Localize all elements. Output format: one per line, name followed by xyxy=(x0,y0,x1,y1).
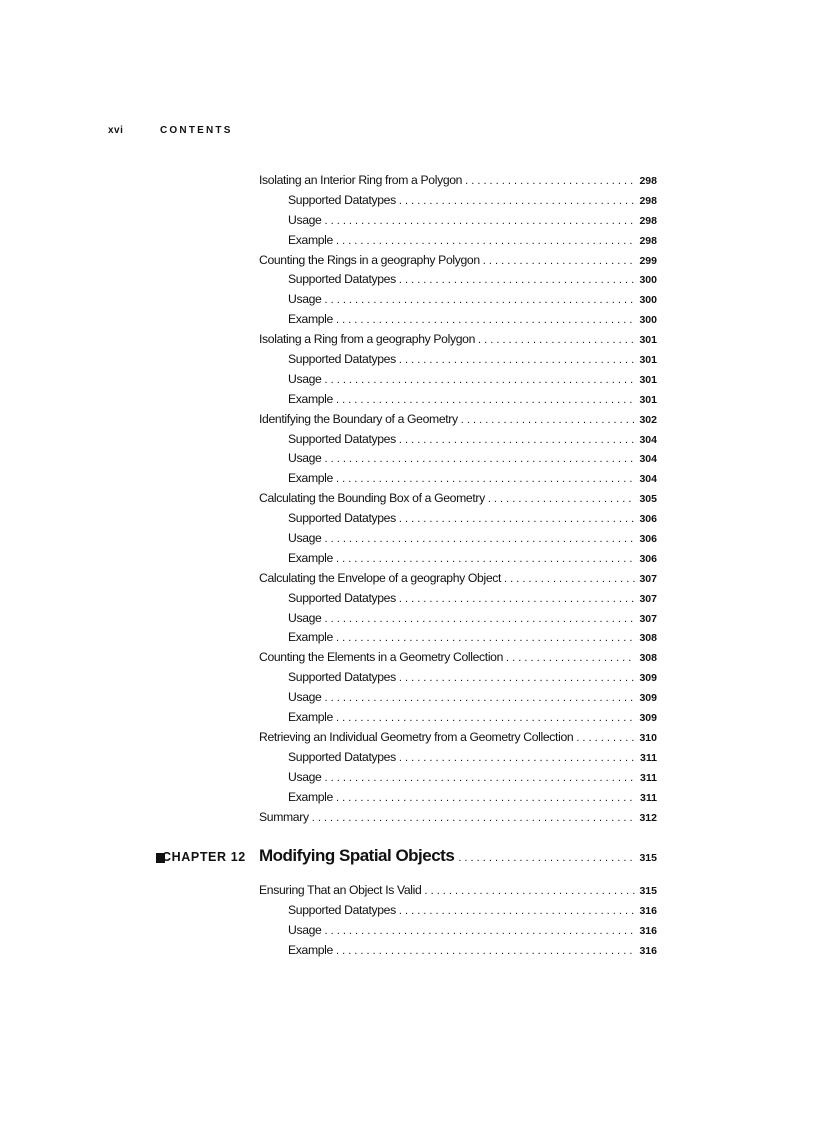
toc-entry-page: 299 xyxy=(639,254,657,267)
toc-entry-title: Isolating an Interior Ring from a Polygon xyxy=(259,173,463,187)
toc-entry-title: Isolating a Ring from a geography Polygon xyxy=(259,332,475,347)
toc-entry[interactable] xyxy=(259,589,657,609)
dot-leader xyxy=(399,590,635,610)
toc-entry-page: 300 xyxy=(639,294,657,307)
toc-entry-page: 304 xyxy=(639,473,657,486)
toc-entry-page: 316 xyxy=(639,924,657,937)
toc-entry-title: Counting the Elements in a Geometry Collection xyxy=(259,650,504,665)
dot-leader xyxy=(399,431,635,451)
toc-entry-page: 300 xyxy=(639,314,657,327)
toc-entry[interactable] xyxy=(259,748,657,768)
toc-entry[interactable] xyxy=(259,569,657,589)
dot-leader xyxy=(324,922,635,942)
toc-entry-page: 306 xyxy=(639,552,657,565)
toc-entry-title: Retrieving an Individual Geometry from a Geometry Collection xyxy=(259,729,574,744)
toc-entry-page: 298 xyxy=(639,175,657,187)
toc-entry[interactable] xyxy=(259,901,657,921)
toc-entry-title: Example xyxy=(288,942,333,957)
toc-entry[interactable] xyxy=(259,529,657,549)
dot-leader xyxy=(336,789,635,809)
toc-entry-title: Supported Datatypes xyxy=(288,670,396,685)
dot-leader xyxy=(506,649,635,669)
toc-entry[interactable] xyxy=(259,330,657,350)
toc-entry-page: 308 xyxy=(639,652,657,665)
toc-entry-title: Supported Datatypes xyxy=(288,431,396,446)
toc-entry-title: Usage xyxy=(288,769,322,784)
toc-entry[interactable] xyxy=(259,469,657,489)
dot-leader xyxy=(324,450,635,470)
toc-entry-page: 309 xyxy=(639,672,657,685)
dot-leader xyxy=(478,331,635,351)
toc-entry-title: Usage xyxy=(288,371,322,386)
running-head-label: CONTENTS xyxy=(160,125,233,136)
toc-entry[interactable] xyxy=(259,370,657,390)
toc-entry[interactable] xyxy=(259,171,657,191)
toc-entry-title: Usage xyxy=(288,451,322,466)
toc-entry-title: Supported Datatypes xyxy=(288,590,396,605)
dot-leader xyxy=(324,530,635,550)
dot-leader xyxy=(399,271,635,291)
toc-entry-title: Calculating the Bounding Box of a Geometry xyxy=(259,491,485,506)
toc-entry-page: 308 xyxy=(639,632,657,645)
toc-list xyxy=(259,171,657,827)
dot-leader xyxy=(399,351,635,371)
toc-entry[interactable] xyxy=(259,609,657,629)
toc-entry-page: 311 xyxy=(640,751,657,764)
dot-leader xyxy=(465,172,635,192)
toc-entry-title: Supported Datatypes xyxy=(288,192,396,207)
toc-entry-title: Identifying the Boundary of a Geometry xyxy=(259,411,458,426)
toc-entry-page: 312 xyxy=(639,811,657,824)
dot-leader xyxy=(312,809,635,829)
dot-leader xyxy=(336,470,635,490)
toc-entry-title: Supported Datatypes xyxy=(288,749,396,764)
toc-entry[interactable] xyxy=(259,251,657,271)
toc-entry-page: 310 xyxy=(639,731,657,744)
chapter-title-row xyxy=(259,846,657,866)
chapter-toc-list xyxy=(259,881,657,961)
toc-entry[interactable] xyxy=(259,628,657,648)
dot-leader xyxy=(336,550,635,570)
toc-entry-title: Example xyxy=(288,550,333,565)
toc-entry[interactable] xyxy=(259,191,657,211)
toc-entry-title: Counting the Rings in a geography Polygon xyxy=(259,252,480,267)
dot-leader xyxy=(399,902,635,922)
toc-entry[interactable] xyxy=(259,270,657,290)
toc-entry-page: 298 xyxy=(639,214,657,227)
toc-entry-title: Usage xyxy=(288,690,322,705)
toc-entry-page: 301 xyxy=(639,334,657,347)
chapter-title: Modifying Spatial Objects xyxy=(259,846,455,865)
toc-entry-title: Calculating the Envelope of a geography Object xyxy=(259,570,502,585)
toc-entry[interactable] xyxy=(259,430,657,450)
toc-entry[interactable] xyxy=(259,648,657,668)
dot-leader xyxy=(399,510,635,530)
toc-entry-title: Example xyxy=(288,232,333,247)
toc-entry-title: Usage xyxy=(288,610,322,625)
dot-leader xyxy=(504,570,635,590)
toc-entry-page: 309 xyxy=(639,712,657,725)
toc-entry-page: 302 xyxy=(639,413,657,426)
toc-entry[interactable] xyxy=(259,449,657,469)
dot-leader xyxy=(461,411,635,431)
dot-leader xyxy=(399,192,635,212)
toc-entry[interactable] xyxy=(259,881,657,901)
toc-entry[interactable] xyxy=(259,410,657,430)
chapter-number: CHAPTER 12 xyxy=(162,850,246,864)
toc-entry-page: 298 xyxy=(639,234,657,247)
toc-entry-title: Summary xyxy=(259,809,309,824)
toc-entry-title: Usage xyxy=(288,292,322,307)
toc-entry-title: Example xyxy=(288,312,333,327)
toc-entry[interactable] xyxy=(259,668,657,688)
dot-leader xyxy=(336,942,635,962)
dot-leader xyxy=(458,852,635,864)
dot-leader xyxy=(399,669,635,689)
toc-entry-page: 315 xyxy=(639,885,657,897)
toc-entry-title: Usage xyxy=(288,531,322,546)
toc-entry-title: Supported Datatypes xyxy=(288,352,396,367)
chapter-heading[interactable] xyxy=(156,846,657,870)
toc-entry-page: 304 xyxy=(639,433,657,446)
toc-entry-title: Supported Datatypes xyxy=(288,902,396,917)
toc-entry[interactable] xyxy=(259,489,657,509)
toc-entry-page: 301 xyxy=(639,373,657,386)
toc-entry-page: 311 xyxy=(640,791,657,804)
toc-entry-title: Usage xyxy=(288,922,322,937)
toc-entry-page: 307 xyxy=(639,592,657,605)
dot-leader xyxy=(324,371,635,391)
toc-entry-title: Example xyxy=(288,789,333,804)
toc-entry-page: 305 xyxy=(639,493,657,506)
toc-entry-page: 298 xyxy=(639,194,657,207)
toc-entry[interactable] xyxy=(259,390,657,410)
toc-entry-title: Usage xyxy=(288,212,322,227)
toc-entry[interactable] xyxy=(259,768,657,788)
toc-entry[interactable] xyxy=(259,688,657,708)
toc-entry-page: 311 xyxy=(640,771,657,784)
toc-entry-title: Ensuring That an Object Is Valid xyxy=(259,883,422,897)
dot-leader xyxy=(324,610,635,630)
toc-entry-page: 301 xyxy=(639,393,657,406)
toc-entry-page: 307 xyxy=(639,572,657,585)
dot-leader xyxy=(336,311,635,331)
toc-entry-title: Supported Datatypes xyxy=(288,511,396,526)
page-number: xvi xyxy=(108,125,124,136)
toc-entry-page: 306 xyxy=(639,513,657,526)
dot-leader xyxy=(324,689,635,709)
dot-leader xyxy=(336,232,635,252)
chapter-page-number: 315 xyxy=(639,852,657,864)
toc-entry-page: 306 xyxy=(639,533,657,546)
dot-leader xyxy=(324,212,635,232)
dot-leader xyxy=(424,882,635,902)
dot-leader xyxy=(399,749,635,769)
toc-entry-title: Example xyxy=(288,630,333,645)
dot-leader xyxy=(324,291,635,311)
toc-entry-title: Example xyxy=(288,710,333,725)
toc-entry-title: Supported Datatypes xyxy=(288,272,396,287)
toc-entry[interactable] xyxy=(259,509,657,529)
toc-entry-title: Example xyxy=(288,471,333,486)
dot-leader xyxy=(324,769,635,789)
dot-leader xyxy=(336,391,635,411)
toc-entry[interactable] xyxy=(259,290,657,310)
toc-entry-page: 304 xyxy=(639,453,657,466)
toc-entry[interactable] xyxy=(259,728,657,748)
toc-entry[interactable] xyxy=(259,549,657,569)
toc-entry-page: 301 xyxy=(639,354,657,367)
dot-leader xyxy=(576,729,635,749)
toc-entry[interactable] xyxy=(259,921,657,941)
toc-entry[interactable] xyxy=(259,310,657,330)
toc-entry[interactable] xyxy=(259,211,657,231)
toc-entry-title: Example xyxy=(288,391,333,406)
toc-entry-page: 316 xyxy=(639,904,657,917)
toc-entry[interactable] xyxy=(259,708,657,728)
toc-entry[interactable] xyxy=(259,231,657,251)
dot-leader xyxy=(336,709,635,729)
dot-leader xyxy=(336,629,635,649)
toc-entry-page: 307 xyxy=(639,612,657,625)
toc-entry[interactable] xyxy=(259,941,657,961)
dot-leader xyxy=(488,490,635,510)
dot-leader xyxy=(483,252,635,272)
toc-entry-page: 316 xyxy=(639,944,657,957)
toc-entry-page: 309 xyxy=(639,692,657,705)
toc-entry-page: 300 xyxy=(639,274,657,287)
toc-entry[interactable] xyxy=(259,808,657,828)
toc-entry[interactable] xyxy=(259,350,657,370)
toc-entry[interactable] xyxy=(259,788,657,808)
